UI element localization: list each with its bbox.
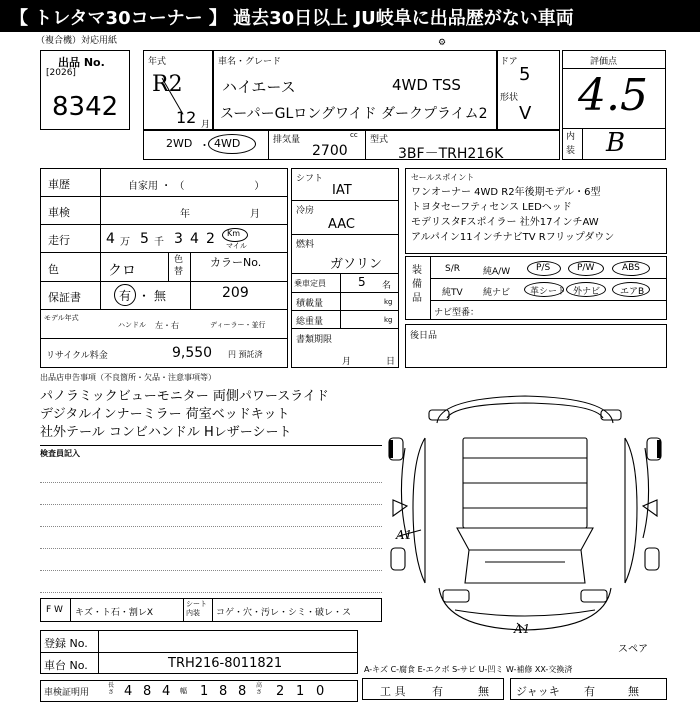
dim-width-label: 幅 [180, 687, 187, 695]
seller-note-2: デジタルインナーミラー 荷室ベッドキット [40, 407, 290, 422]
aircon-label: 冷房 [296, 206, 315, 216]
dim-height-2: 1 [296, 684, 305, 699]
mirror-left [393, 500, 407, 516]
seat-label: シート内装 [186, 600, 207, 617]
mileage-digit-3: 2 [206, 231, 215, 247]
tools-no: 無 [478, 685, 489, 698]
mid-line-3 [291, 273, 399, 274]
dim-length-1: 4 [124, 684, 133, 699]
model-grade: スーパーGLロングワイド ダークプライム2 [220, 106, 488, 122]
inspector-line-5 [40, 570, 382, 571]
mirror-right [643, 500, 657, 516]
rear-door-left [401, 448, 407, 538]
color-value: クロ [108, 263, 136, 279]
chassis-label: 車台 No. [44, 659, 88, 672]
ld-line-6 [40, 338, 288, 339]
mileage-digit-1: 3 [174, 231, 183, 247]
recycle-suffix: 円 預託済 [228, 350, 263, 359]
damage-label-bottom: A1 [514, 622, 531, 636]
rear-door-right [643, 448, 649, 538]
type-value: 3BF－TRH216K [398, 146, 504, 162]
score-divider [562, 68, 666, 69]
hood [465, 550, 585, 583]
rear-light-left [429, 410, 449, 420]
mileage-km: Km [227, 229, 241, 238]
fw-sep-2 [183, 598, 184, 622]
seller-notes-label: 出品店申告事項（不良箇所・欠品・注意事項等） [40, 373, 216, 382]
mid-line-1 [291, 200, 399, 201]
sales-point-2: トヨタセーフティセンス LEDヘッド [411, 202, 572, 213]
doors-label: ドア [500, 57, 518, 67]
tools-label: 工 具 [380, 685, 406, 698]
color-sep-2 [190, 252, 191, 309]
windshield [457, 528, 593, 550]
drive-dot: ・ [199, 139, 210, 152]
car-diagram [385, 378, 665, 643]
model-year-label: モデル年式 [44, 314, 79, 322]
load-label: 積載量 [296, 299, 324, 309]
score-interior-vline [582, 128, 583, 160]
mid-line-5 [291, 310, 399, 311]
period-label: 書類期限 [296, 335, 333, 345]
equip-extnav: 外ナビ [573, 287, 601, 297]
doors-value: 5 [519, 64, 531, 85]
settings-icon: ⚙ [438, 38, 447, 48]
dim-length-3: 4 [162, 684, 171, 699]
capacity-label: 乗車定員 [294, 279, 326, 288]
dim-height-label: 高さ [256, 682, 263, 696]
sales-points-label: セールスポイント [411, 173, 475, 182]
equip-nav-model-label: ナビ型番： [434, 308, 480, 318]
shift-value: IAT [332, 183, 352, 198]
jack-no: 無 [628, 685, 639, 698]
shape-label: 形状 [500, 93, 519, 103]
interior-value: B [606, 128, 626, 158]
warranty-yes: 有 [119, 289, 132, 303]
inspector-label: 検査員記入 [40, 449, 80, 458]
period-month: 月 [342, 357, 352, 367]
mileage-digit-2: 4 [190, 231, 199, 247]
color-code: 209 [222, 285, 249, 301]
inspector-line-4 [40, 548, 382, 549]
year-era: R2 [152, 72, 183, 97]
reg-vline [98, 630, 99, 674]
spare-label: スペア [618, 644, 648, 655]
type-label: 型式 [370, 135, 389, 145]
ld-line-1 [40, 196, 288, 197]
inspector-line-1 [40, 482, 382, 483]
dim-height-1: 2 [276, 684, 285, 699]
color-label: 色 [48, 263, 59, 276]
interior-label: 内装 [566, 132, 576, 156]
engine-label: 排気量 [273, 135, 301, 145]
engine-unit: cc [350, 131, 358, 139]
headlight-right [581, 590, 607, 602]
color-code-label: カラーNo. [210, 256, 262, 269]
inspector-line-2 [40, 504, 382, 505]
jack-label: ジャッキ [516, 685, 560, 698]
dimensions-label: 車検証明用 [44, 688, 90, 698]
color-sep [168, 252, 169, 281]
engine-value: 2700 [312, 143, 348, 159]
equip-aw: 純A/W [483, 267, 511, 277]
warranty-label: 保証書 [48, 291, 81, 304]
inspector-top-line [40, 445, 382, 446]
inspection-label: 車検 [48, 206, 70, 219]
lot-label: 出品 No. [58, 56, 105, 69]
mid-vline [340, 273, 341, 328]
subtitle: （複合機）対応用紙 [36, 36, 118, 46]
lot-stamp: [2026] [46, 68, 76, 78]
year-label: 年式 [148, 57, 167, 67]
inspector-line-6 [40, 592, 382, 593]
handle-label: ハンドル [118, 321, 146, 329]
dim-width-1: 1 [200, 684, 209, 699]
dim-length-label: 長さ [108, 682, 115, 696]
mileage-sen-unit: 千 [154, 237, 164, 248]
inspector-line-3 [40, 526, 382, 527]
wheel-front-right [645, 548, 659, 570]
equip-ps: P/S [536, 263, 551, 273]
capacity-value: 5 [358, 275, 366, 289]
wheel-front-left [391, 548, 405, 570]
chassis-value: TRH216-8011821 [168, 656, 283, 671]
weight-label: 総重量 [296, 317, 324, 327]
equipment-label: 装備品 [412, 265, 422, 304]
eq-line-2 [430, 300, 667, 301]
drive-4wd: 4WD [214, 137, 241, 150]
shape-value: V [519, 103, 532, 124]
history-value: 自家用 ・ （ ） [128, 181, 265, 192]
model-drive-grade: 4WD TSS [392, 76, 461, 94]
mileage-label: 走行 [48, 234, 70, 247]
score-value: 4.5 [578, 70, 648, 121]
inspection-month-unit: 月 [250, 209, 260, 220]
damage-legend: A-キズ C-腐食 E-エクボ S-サビ U-凹ミ W-補修 XX-交換済 [364, 665, 573, 674]
lot-number: 8342 [52, 92, 119, 122]
equip-abs: ABS [622, 263, 640, 273]
inspection-year-unit: 年 [180, 209, 190, 220]
ld-line-3 [40, 252, 288, 253]
year-month-unit: 月 [201, 120, 211, 130]
dealer-value: ディーラー・並行 [210, 321, 266, 329]
mileage-mile: マイル [226, 242, 247, 250]
history-label: 車歴 [48, 178, 70, 191]
seat-text: コゲ・穴・汚レ・シミ・破レ・ス [216, 608, 352, 618]
spec-sep-1 [268, 130, 269, 160]
sales-point-1: ワンオーナー 4WD R2年後期モデル・6型 [411, 187, 601, 198]
model-label: 車名・グレード [218, 57, 282, 67]
period-day: 日 [386, 357, 396, 367]
damage-label-left: A1 [396, 528, 413, 542]
jack-yes: 有 [584, 685, 595, 698]
equip-airbag: エアB [620, 287, 645, 297]
right-panel [625, 438, 637, 583]
capacity-unit: 名 [382, 281, 392, 291]
dim-height-3: 0 [316, 684, 325, 699]
fw-sep-3 [212, 598, 213, 622]
mileage-man-unit: 万 [120, 237, 130, 248]
recycle-value: 9,550 [172, 345, 213, 361]
weight-unit: kg [384, 316, 393, 324]
aircon-value: AAC [328, 217, 355, 232]
mid-line-6 [291, 328, 399, 329]
spec-sep-2 [365, 130, 366, 160]
fuel-value: ガソリン [330, 257, 383, 272]
ld-line-4 [40, 281, 288, 282]
fw-label: F W [46, 605, 63, 615]
load-unit: kg [384, 298, 393, 306]
handle-value: 左・右 [155, 321, 179, 330]
eq-line-1 [430, 278, 667, 279]
aftermarket-box [405, 324, 667, 368]
equip-pw: P/W [577, 263, 595, 273]
mileage-sen: 5 [140, 231, 149, 247]
year-month: 12 [176, 108, 197, 127]
model-name: ハイエース [222, 78, 296, 96]
warranty-no: 無 [154, 289, 167, 303]
equip-seat: 革シート [530, 287, 567, 297]
warranty-sep: ・ [138, 289, 151, 303]
drive-2wd: 2WD [166, 137, 193, 150]
aftermarket-label: 後日品 [410, 331, 438, 341]
dim-length-2: 8 [143, 684, 152, 699]
equip-nav: 純ナビ [483, 288, 511, 298]
dim-width-3: 8 [238, 684, 247, 699]
color-change-label: 色替 [174, 255, 184, 277]
dim-width-2: 8 [219, 684, 228, 699]
fw-text: キズ・ト石・割レX [75, 608, 153, 618]
tools-yes: 有 [432, 685, 443, 698]
rear-bumper-inner [447, 403, 603, 418]
ld-line-5 [40, 309, 288, 310]
rear-light-right [601, 410, 621, 420]
ld-line-2 [40, 224, 288, 225]
sales-point-3: モデリスタFスポイラー 社外17インチAW [411, 217, 599, 228]
shift-label: シフト [296, 174, 324, 184]
score-label: 評価点 [590, 57, 618, 67]
banner-text: 【 トレタマ30コーナー 】 過去30日以上 JU岐阜に出品歴がない車両 [10, 8, 574, 29]
fw-sep-1 [70, 598, 71, 622]
rear-bumper [437, 396, 613, 423]
ld-vline [100, 168, 101, 309]
equip-tv: 純TV [442, 288, 463, 298]
seller-note-1: パノラミックビューモニター 両側パワースライド [40, 389, 329, 404]
reg-line [40, 652, 358, 653]
sales-point-4: アルパイン11インチナビTV Rフリップダウン [411, 232, 615, 243]
eq-vline [430, 256, 431, 320]
left-panel [413, 438, 425, 583]
fuel-label: 燃料 [296, 240, 315, 250]
equip-sr: S/R [445, 264, 460, 274]
mid-line-4 [291, 292, 399, 293]
recycle-label: リサイクル料金 [46, 351, 108, 361]
seller-note-3: 社外テール コンビハンドル Hレザーシート [40, 425, 292, 440]
headlight-left [443, 590, 469, 602]
registration-label: 登録 No. [44, 637, 88, 650]
mid-line-2 [291, 234, 399, 235]
mileage-man: 4 [106, 231, 115, 247]
